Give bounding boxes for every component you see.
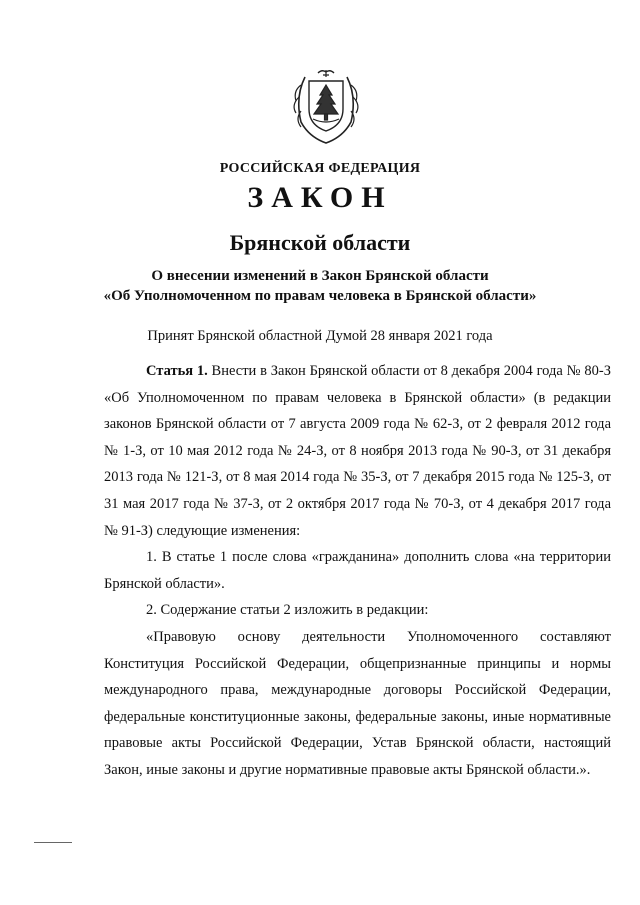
footnote-divider bbox=[34, 842, 72, 843]
coat-of-arms-icon bbox=[287, 67, 365, 147]
law-subtitle bbox=[0, 266, 640, 306]
item-1-paragraph: 1. В статье 1 после слова «гражданина» дополнить слова «на территории Брянской области». bbox=[104, 549, 611, 592]
article-1-paragraph bbox=[104, 358, 611, 544]
article-label: Статья 1. bbox=[146, 363, 208, 379]
item-2-paragraph: 2. Содержание статьи 2 изложить в редакции: bbox=[146, 602, 429, 619]
region-title: Брянской области bbox=[229, 230, 411, 255]
subtitle-line-1: О внесении изменений в Закон Брянской области bbox=[151, 268, 489, 284]
article-text: Внести в Закон Брянской области от 8 декабря 2004 года № 80-З «Об Уполномоченном по правам человека в Брянской области» (в редакции законов Брянской области от 7 августа 2009 года № 62-З, от 2 февраля 2012 года № 1-З, от 10 мая 2012 года № 24-З, от 8 ноября 2013 года № 90-З, от 31 декабря 2013 года № 121-З, от 8 мая 2014 года № 35-З, от 7 декабря 2015 года № 125-З, от 31 мая 2017 года № 37-З, от 2 октября 2017 года № 70-З, от 4 декабря 2017 года № 91-З) следующие изменения: bbox=[104, 363, 612, 539]
document-type-title: ЗАКОН bbox=[247, 181, 393, 214]
adoption-note: Принят Брянской областной Думой 28 января 2021 года bbox=[147, 328, 493, 344]
subtitle-line-2: «Об Уполномоченном по правам человека в Брянской области» bbox=[103, 288, 537, 304]
law-body bbox=[104, 358, 611, 784]
quoted-paragraph: «Правовую основу деятельности Уполномоченного составляют Конституция Российской Федерации, общепризнанные принципы и нормы международного права, международные договоры Российской Федерации, федеральные конституционные законы, федеральные законы, иные нормативные правовые акты Российской Федерации, Устав Брянской области, настоящий Закон, иные законы и другие нормативные правовые акты Брянской области.». bbox=[104, 628, 611, 778]
federation-title: РОССИЙСКАЯ ФЕДЕРАЦИЯ bbox=[219, 161, 421, 176]
